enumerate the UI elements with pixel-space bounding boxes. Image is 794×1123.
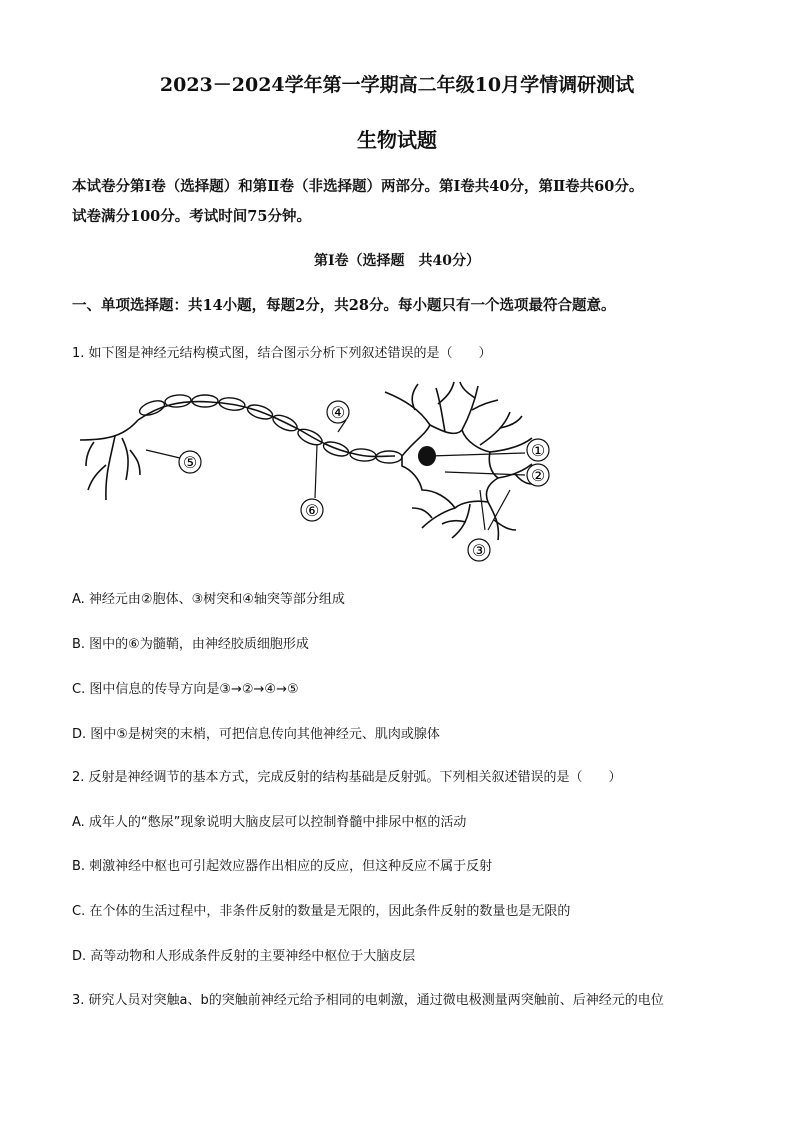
intro-line-1: 本试卷分第Ⅰ卷（选择题）和第Ⅱ卷（非选择题）两部分。第Ⅰ卷共40分，第Ⅱ卷共60分。 — [72, 178, 644, 195]
question-1-option-d: D. 图中⑤是树突的末梢，可把信息传向其他神经元、肌肉或腺体 — [72, 727, 440, 742]
exam-title: 2023－2024学年第一学期高二年级10月学情调研测试 — [159, 74, 635, 96]
svg-text:④: ④ — [330, 403, 346, 422]
question-2-option-d: D. 高等动物和人形成条件反射的主要神经中枢位于大脑皮层 — [72, 949, 416, 964]
label-6 — [301, 499, 323, 521]
question-1-stem: 1. 如下图是神经元结构模式图，结合图示分析下列叙述错误的是（ ） — [72, 346, 492, 361]
label-1 — [527, 439, 549, 461]
svg-text:②: ② — [530, 466, 546, 485]
svg-text:⑥: ⑥ — [304, 501, 320, 520]
svg-text:③: ③ — [471, 541, 487, 560]
svg-text:①: ① — [530, 441, 546, 460]
question-1-option-a: A. 神经元由②胞体、③树突和④轴突等部分组成 — [72, 592, 345, 607]
question-2-option-b: B. 刺激神经中枢也可引起效应器作出相应的反应，但这种反应不属于反射 — [72, 859, 493, 874]
question-3-stem: 3. 研究人员对突触a、b的突触前神经元给予相同的电刺激，通过微电极测量两突触前、后神经元的电位 — [72, 993, 664, 1008]
question-2-option-a: A. 成年人的“憋尿”现象说明大脑皮层可以控制脊髓中排尿中枢的活动 — [72, 815, 467, 830]
part-heading: 第Ⅰ卷（选择题 共40分） — [313, 253, 481, 269]
question-1-option-c: C. 图中信息的传导方向是③→②→④→⑤ — [72, 682, 299, 697]
neuron-diagram — [70, 380, 570, 570]
exam-subtitle: 生物试题 — [357, 128, 437, 152]
label-4 — [327, 401, 349, 423]
label-3 — [468, 539, 490, 561]
question-2-option-c: C. 在个体的生活过程中，非条件反射的数量是无限的，因此条件反射的数量也是无限的 — [72, 904, 571, 919]
label-5 — [179, 451, 201, 473]
question-2-stem: 2. 反射是神经调节的基本方式，完成反射的结构基础是反射弧。下列相关叙述错误的是（ ） — [72, 770, 622, 785]
question-1-option-b: B. 图中的⑥为髓鞘，由神经胶质细胞形成 — [72, 637, 309, 652]
label-2 — [527, 464, 549, 486]
intro-line-2: 试卷满分100分。考试时间75分钟。 — [72, 208, 311, 225]
svg-text:⑤: ⑤ — [182, 453, 198, 472]
nucleus-shape — [418, 446, 436, 466]
section-heading: 一、单项选择题：共14小题，每题2分，共28分。每小题只有一个选项最符合题意。 — [72, 297, 616, 314]
